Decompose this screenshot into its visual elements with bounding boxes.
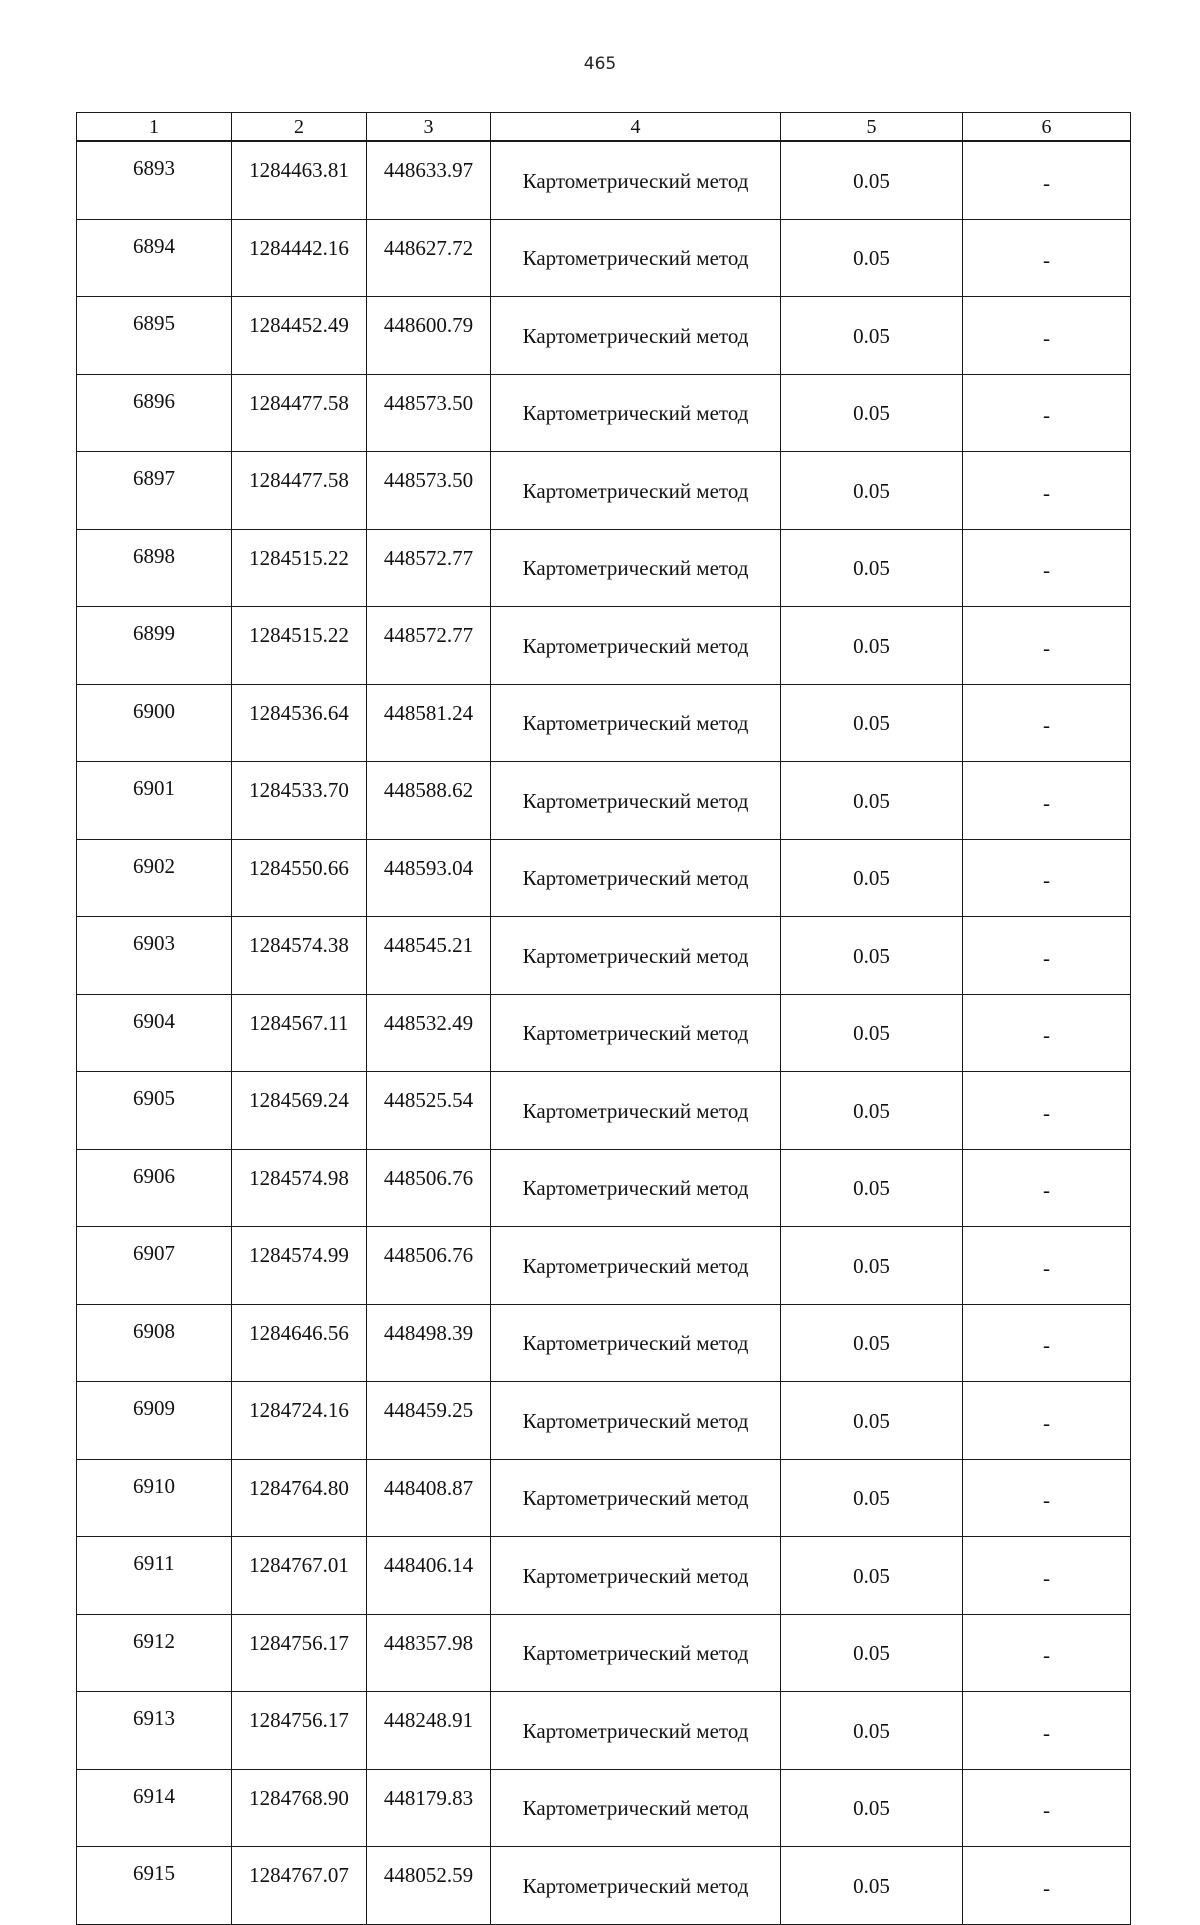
method-cell: Картометрический метод [491,1382,781,1460]
accuracy-cell: 0.05 [781,684,963,762]
method-cell: Картометрический метод [491,1072,781,1150]
table-row [77,297,1131,375]
y-coordinate-cell: 448581.24 [367,684,491,762]
x-coordinate-cell: 1284515.22 [232,529,367,607]
point-number-cell: 6909 [77,1382,232,1460]
table-row [77,1459,1131,1537]
method-cell: Картометрический метод [491,374,781,452]
header-cell: 3 [367,113,491,142]
table-row [77,1227,1131,1305]
note-cell: - [963,684,1131,762]
x-coordinate-cell: 1284768.90 [232,1769,367,1847]
x-coordinate-cell: 1284569.24 [232,1072,367,1150]
accuracy-cell: 0.05 [781,452,963,530]
header-cell: 4 [491,113,781,142]
y-coordinate-cell: 448498.39 [367,1304,491,1382]
method-cell: Картометрический метод [491,1149,781,1227]
method-cell: Картометрический метод [491,994,781,1072]
y-coordinate-cell: 448525.54 [367,1072,491,1150]
method-cell: Картометрический метод [491,141,781,219]
note-cell: - [963,529,1131,607]
method-cell: Картометрический метод [491,917,781,995]
accuracy-cell: 0.05 [781,374,963,452]
table-row [77,762,1131,840]
x-coordinate-cell: 1284536.64 [232,684,367,762]
method-cell: Картометрический метод [491,839,781,917]
accuracy-cell: 0.05 [781,994,963,1072]
accuracy-cell: 0.05 [781,1769,963,1847]
x-coordinate-cell: 1284574.38 [232,917,367,995]
point-number-cell: 6915 [77,1847,232,1925]
table-row [77,1149,1131,1227]
y-coordinate-cell: 448600.79 [367,297,491,375]
note-cell: - [963,839,1131,917]
note-cell: - [963,1614,1131,1692]
y-coordinate-cell: 448545.21 [367,917,491,995]
method-cell: Картометрический метод [491,1614,781,1692]
y-coordinate-cell: 448572.77 [367,607,491,685]
point-number-cell: 6912 [77,1614,232,1692]
method-cell: Картометрический метод [491,1847,781,1925]
point-number-cell: 6897 [77,452,232,530]
note-cell: - [963,219,1131,297]
point-number-cell: 6895 [77,297,232,375]
table-row [77,1072,1131,1150]
method-cell: Картометрический метод [491,684,781,762]
point-number-cell: 6898 [77,529,232,607]
x-coordinate-cell: 1284550.66 [232,839,367,917]
y-coordinate-cell: 448179.83 [367,1769,491,1847]
x-coordinate-cell: 1284477.58 [232,452,367,530]
accuracy-cell: 0.05 [781,1227,963,1305]
accuracy-cell: 0.05 [781,141,963,219]
note-cell: - [963,1847,1131,1925]
header-cell: 6 [963,113,1131,142]
x-coordinate-cell: 1284764.80 [232,1459,367,1537]
x-coordinate-cell: 1284767.01 [232,1537,367,1615]
note-cell: - [963,917,1131,995]
accuracy-cell: 0.05 [781,1382,963,1460]
point-number-cell: 6902 [77,839,232,917]
y-coordinate-cell: 448506.76 [367,1227,491,1305]
y-coordinate-cell: 448406.14 [367,1537,491,1615]
accuracy-cell: 0.05 [781,1304,963,1382]
y-coordinate-cell: 448248.91 [367,1692,491,1770]
y-coordinate-cell: 448633.97 [367,141,491,219]
x-coordinate-cell: 1284477.58 [232,374,367,452]
method-cell: Картометрический метод [491,762,781,840]
point-number-cell: 6905 [77,1072,232,1150]
note-cell: - [963,1769,1131,1847]
y-coordinate-cell: 448593.04 [367,839,491,917]
y-coordinate-cell: 448588.62 [367,762,491,840]
note-cell: - [963,1304,1131,1382]
accuracy-cell: 0.05 [781,1537,963,1615]
y-coordinate-cell: 448572.77 [367,529,491,607]
table-row [77,452,1131,530]
accuracy-cell: 0.05 [781,297,963,375]
point-number-cell: 6907 [77,1227,232,1305]
accuracy-cell: 0.05 [781,607,963,685]
note-cell: - [963,297,1131,375]
note-cell: - [963,1382,1131,1460]
method-cell: Картометрический метод [491,1459,781,1537]
accuracy-cell: 0.05 [781,762,963,840]
table-row [77,1537,1131,1615]
y-coordinate-cell: 448459.25 [367,1382,491,1460]
x-coordinate-cell: 1284756.17 [232,1614,367,1692]
point-number-cell: 6899 [77,607,232,685]
header-cell: 5 [781,113,963,142]
point-number-cell: 6900 [77,684,232,762]
table-row [77,684,1131,762]
table-row [77,1847,1131,1925]
x-coordinate-cell: 1284442.16 [232,219,367,297]
table-row [77,917,1131,995]
table-row [77,1692,1131,1770]
point-number-cell: 6901 [77,762,232,840]
table-row [77,1304,1131,1382]
table-row [77,529,1131,607]
accuracy-cell: 0.05 [781,219,963,297]
table-row [77,219,1131,297]
y-coordinate-cell: 448573.50 [367,452,491,530]
point-number-cell: 6913 [77,1692,232,1770]
accuracy-cell: 0.05 [781,1847,963,1925]
table-row [77,607,1131,685]
table-row [77,1769,1131,1847]
x-coordinate-cell: 1284646.56 [232,1304,367,1382]
y-coordinate-cell: 448573.50 [367,374,491,452]
x-coordinate-cell: 1284463.81 [232,141,367,219]
accuracy-cell: 0.05 [781,1149,963,1227]
note-cell: - [963,452,1131,530]
note-cell: - [963,994,1131,1072]
x-coordinate-cell: 1284533.70 [232,762,367,840]
table-row [77,1382,1131,1460]
note-cell: - [963,1072,1131,1150]
method-cell: Картометрический метод [491,529,781,607]
accuracy-cell: 0.05 [781,1459,963,1537]
note-cell: - [963,1149,1131,1227]
x-coordinate-cell: 1284756.17 [232,1692,367,1770]
table-row [77,994,1131,1072]
x-coordinate-cell: 1284574.98 [232,1149,367,1227]
point-number-cell: 6896 [77,374,232,452]
table-row [77,374,1131,452]
x-coordinate-cell: 1284515.22 [232,607,367,685]
point-number-cell: 6894 [77,219,232,297]
method-cell: Картометрический метод [491,1537,781,1615]
table-row [77,839,1131,917]
accuracy-cell: 0.05 [781,1072,963,1150]
x-coordinate-cell: 1284767.07 [232,1847,367,1925]
note-cell: - [963,374,1131,452]
method-cell: Картометрический метод [491,1227,781,1305]
accuracy-cell: 0.05 [781,1614,963,1692]
point-number-cell: 6910 [77,1459,232,1537]
y-coordinate-cell: 448052.59 [367,1847,491,1925]
page-number: 465 [583,54,617,74]
x-coordinate-cell: 1284567.11 [232,994,367,1072]
note-cell: - [963,1459,1131,1537]
header-cell: 1 [77,113,232,142]
method-cell: Картометрический метод [491,297,781,375]
point-number-cell: 6906 [77,1149,232,1227]
table-row [77,141,1131,219]
accuracy-cell: 0.05 [781,917,963,995]
point-number-cell: 6908 [77,1304,232,1382]
y-coordinate-cell: 448532.49 [367,994,491,1072]
y-coordinate-cell: 448408.87 [367,1459,491,1537]
table-header-row [77,113,1131,142]
x-coordinate-cell: 1284724.16 [232,1382,367,1460]
point-number-cell: 6911 [77,1537,232,1615]
method-cell: Картометрический метод [491,452,781,530]
point-number-cell: 6903 [77,917,232,995]
accuracy-cell: 0.05 [781,839,963,917]
coordinates-table [76,112,1131,1925]
note-cell: - [963,141,1131,219]
method-cell: Картометрический метод [491,607,781,685]
accuracy-cell: 0.05 [781,1692,963,1770]
method-cell: Картометрический метод [491,1692,781,1770]
note-cell: - [963,1227,1131,1305]
coordinates-table-body [77,113,1131,1925]
note-cell: - [963,1692,1131,1770]
method-cell: Картометрический метод [491,1304,781,1382]
header-cell: 2 [232,113,367,142]
method-cell: Картометрический метод [491,1769,781,1847]
y-coordinate-cell: 448357.98 [367,1614,491,1692]
table-row [77,1614,1131,1692]
method-cell: Картометрический метод [491,219,781,297]
x-coordinate-cell: 1284574.99 [232,1227,367,1305]
accuracy-cell: 0.05 [781,529,963,607]
point-number-cell: 6904 [77,994,232,1072]
note-cell: - [963,607,1131,685]
y-coordinate-cell: 448627.72 [367,219,491,297]
x-coordinate-cell: 1284452.49 [232,297,367,375]
note-cell: - [963,762,1131,840]
point-number-cell: 6914 [77,1769,232,1847]
point-number-cell: 6893 [77,141,232,219]
note-cell: - [963,1537,1131,1615]
y-coordinate-cell: 448506.76 [367,1149,491,1227]
